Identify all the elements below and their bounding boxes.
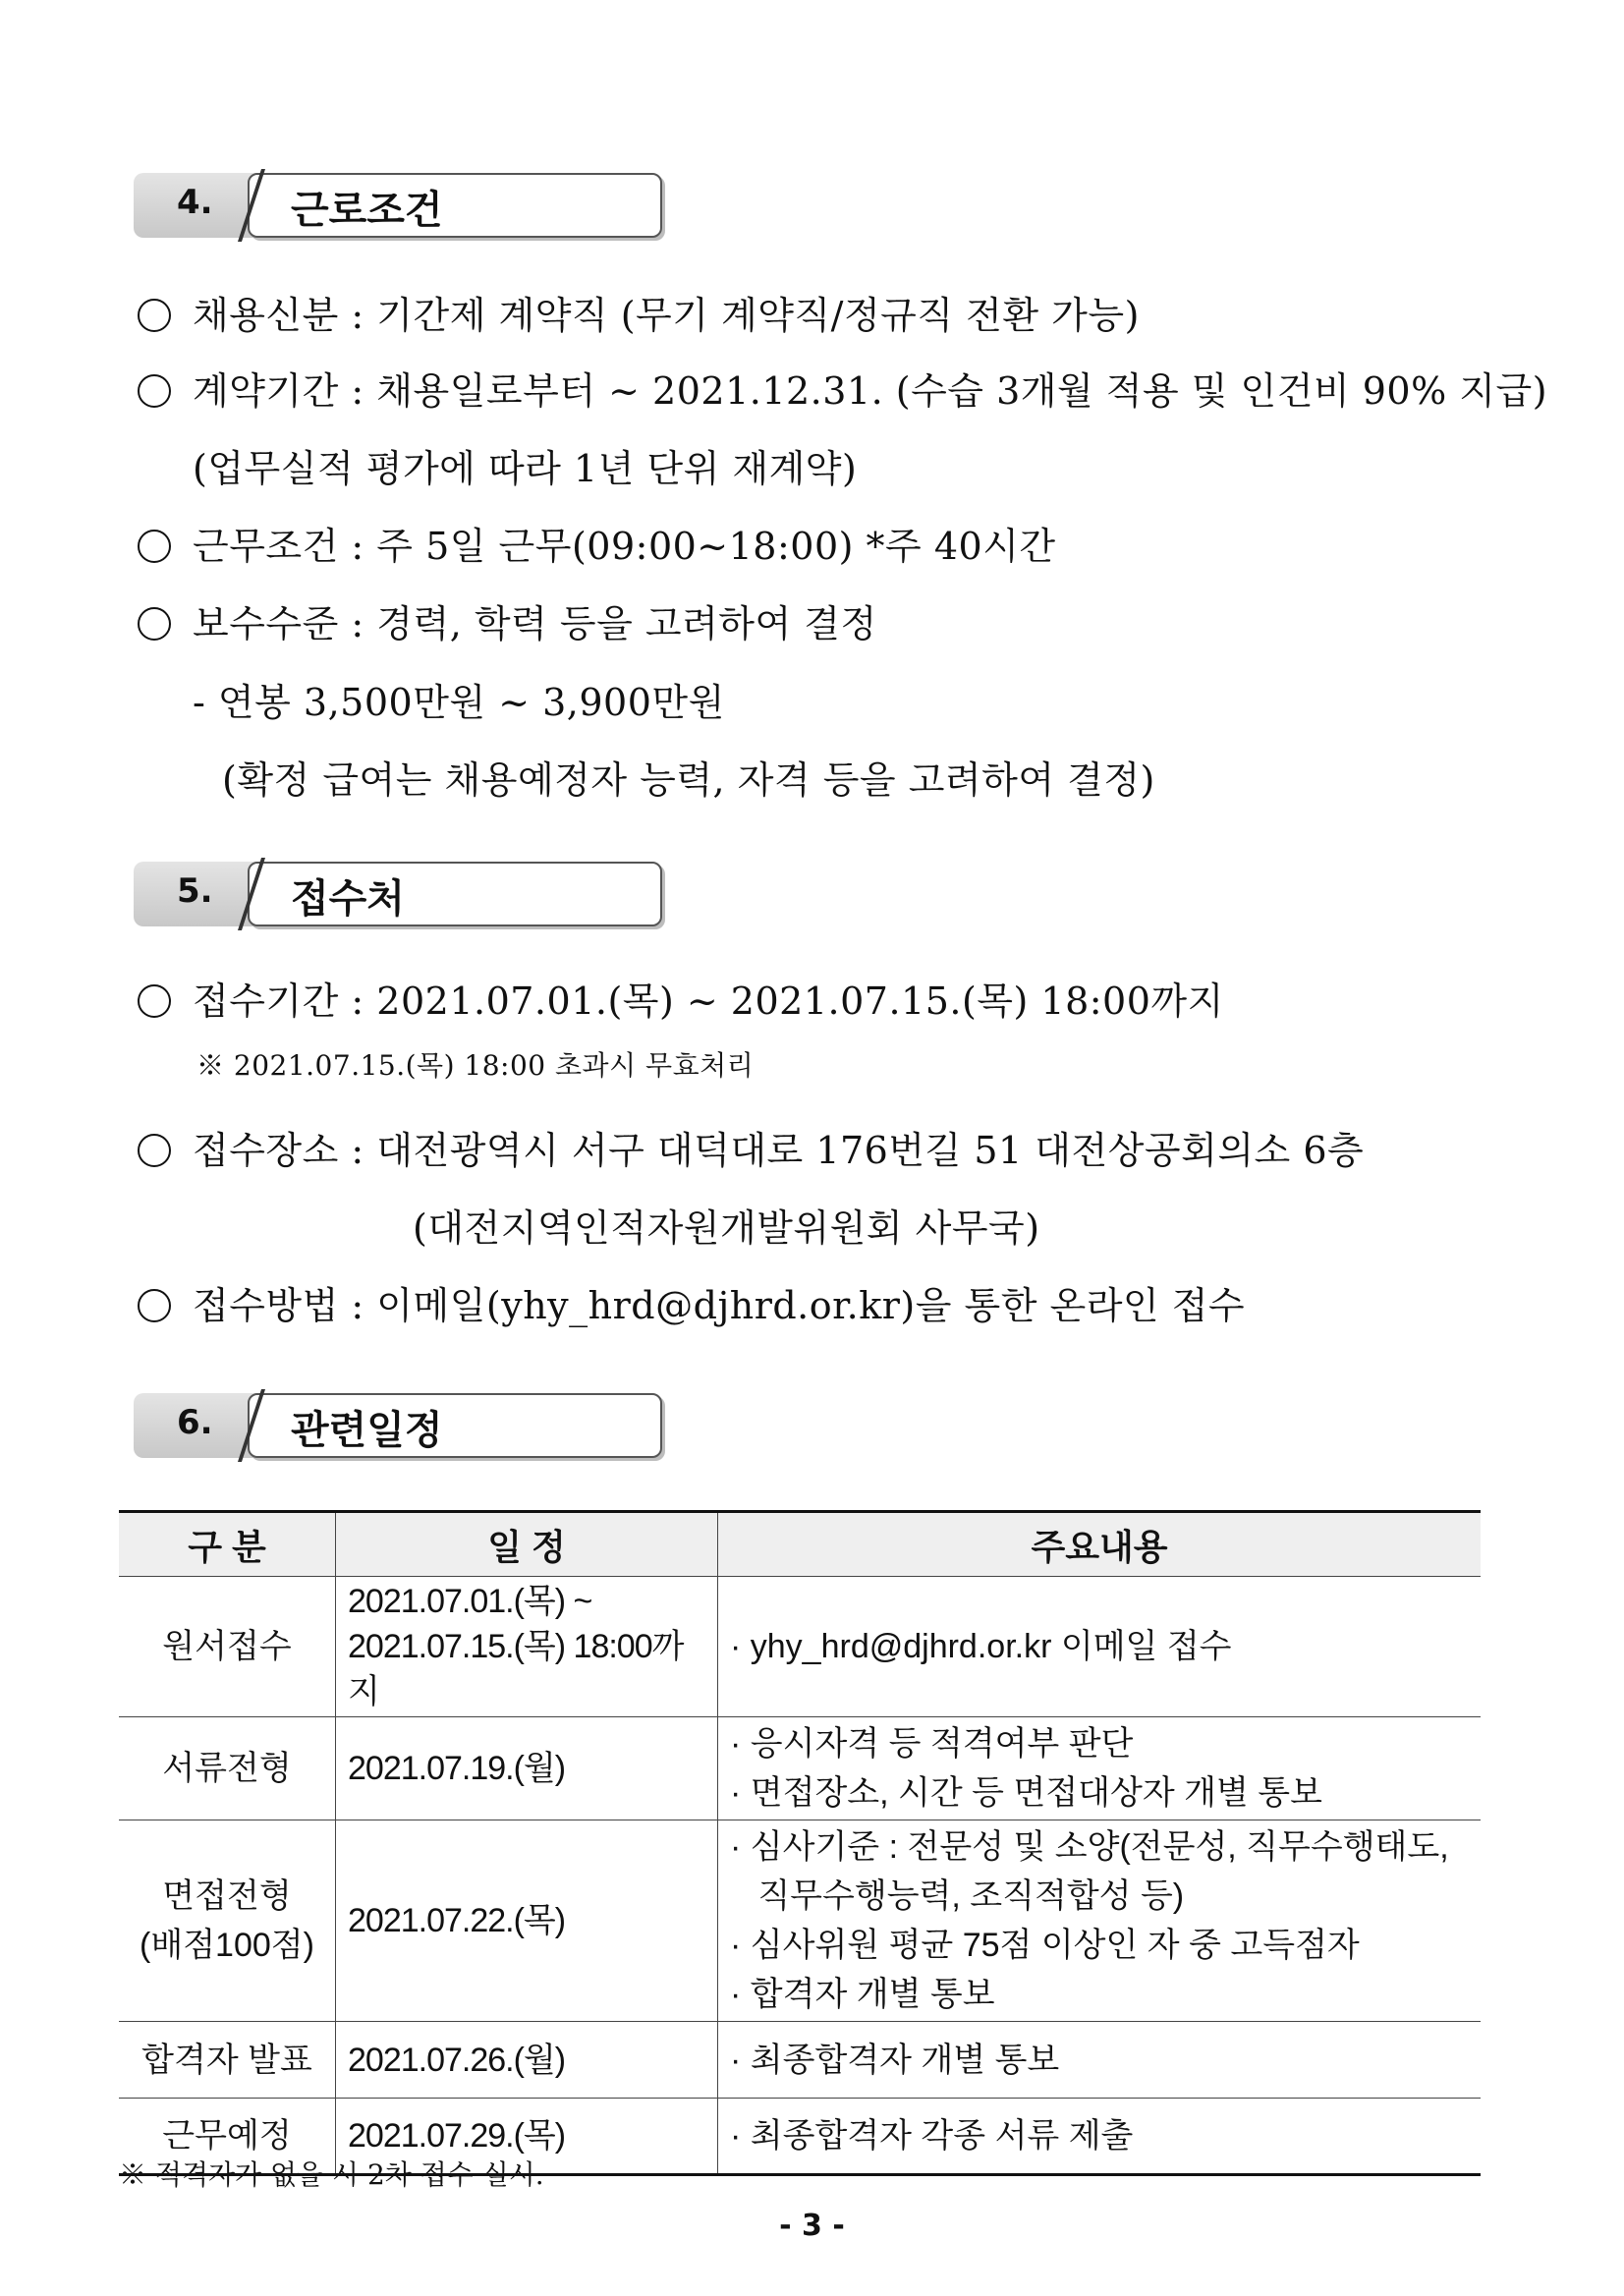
row-date: 2021.07.26.(월) [336, 2022, 718, 2099]
contract-period-line: 계약기간 : 채용일로부터 ~ 2021.12.31. (수습 3개월 적용 및 인건비 90% 지급) [138, 361, 1547, 415]
salary-note-line: (확정 급여는 채용예정자 능력, 자격 등을 고려하여 결정) [222, 758, 1155, 802]
row-content: · 응시자격 등 적격여부 판단 · 면접장소, 시간 등 면접대상자 개별 통보 [718, 1717, 1482, 1820]
row-content: · yhy_hrd@djhrd.or.kr 이메일 접수 [718, 1577, 1482, 1717]
work-status-line: 채용신분 : 기간제 계약직 (무기 계약직/정규직 전환 가능) [138, 285, 1140, 339]
reception-note: ※ 2021.07.15.(목) 18:00 초과시 무효처리 [196, 1049, 755, 1082]
circle-bullet-icon [138, 1289, 171, 1322]
section-header-4 [134, 173, 660, 238]
contract-renewal-note: (업무실적 평가에 따라 1년 단위 재계약) [193, 447, 858, 490]
row-date: 2021.07.19.(월) [336, 1717, 718, 1820]
circle-bullet-icon [138, 530, 171, 563]
table-row [119, 1577, 1481, 1717]
salary-line: 보수수준 : 경력, 학력 등을 고려하여 결정 [138, 593, 877, 647]
circle-bullet-icon [138, 607, 171, 641]
circle-bullet-icon [138, 299, 171, 332]
table-row [119, 1820, 1481, 2022]
column-header-category: 구 분 [119, 1512, 336, 1577]
reception-method-line: 접수방법 : 이메일(yhy_hrd@djhrd.or.kr)을 통한 온라인 접수 [138, 1275, 1245, 1329]
row-category: 서류전형 [119, 1717, 336, 1820]
section-number: 4. [177, 183, 213, 222]
table-row [119, 1717, 1481, 1820]
salary-range-line: - 연봉 3,500만원 ~ 3,900만원 [193, 681, 725, 724]
section-number: 5. [177, 871, 213, 911]
reception-place-sub: (대전지역인적자원개발위원회 사무국) [413, 1206, 1040, 1250]
row-content: · 최종합격자 개별 통보 [718, 2022, 1482, 2099]
section-title: 관련일정 [291, 1408, 443, 1453]
schedule-table [119, 1510, 1481, 2176]
schedule-footnote: ※ 적격자가 없을 시 2차 접수 실시. [119, 2158, 544, 2191]
row-category: 합격자 발표 [119, 2022, 336, 2099]
row-date: 2021.07.29.(목) [336, 2099, 718, 2175]
page-number: - 3 - [779, 2209, 845, 2243]
row-category: 근무예정 [119, 2099, 336, 2175]
row-date: 2021.07.01.(목) ~ 2021.07.15.(목) 18:00까지 [336, 1577, 718, 1717]
row-category: 면접전형 (배점100점) [119, 1820, 336, 2022]
reception-place-line: 접수장소 : 대전광역시 서구 대덕대로 176번길 51 대전상공회의소 6층 [138, 1120, 1364, 1174]
circle-bullet-icon [138, 374, 171, 408]
table-header-row [119, 1512, 1481, 1577]
circle-bullet-icon [138, 984, 171, 1018]
table-row [119, 2022, 1481, 2099]
row-date: 2021.07.22.(목) [336, 1820, 718, 2022]
column-header-date: 일 정 [336, 1512, 718, 1577]
section-header-5 [134, 862, 660, 926]
reception-period-line: 접수기간 : 2021.07.01.(목) ~ 2021.07.15.(목) 18:00까지 [138, 971, 1224, 1025]
row-category: 원서접수 [119, 1577, 336, 1717]
section-title: 근로조건 [291, 188, 443, 233]
circle-bullet-icon [138, 1134, 171, 1167]
column-header-content: 주요내용 [718, 1512, 1482, 1577]
row-content: · 심사기준 : 전문성 및 소양(전문성, 직무수행태도, 직무수행능력, 조직적합성 등) · 심사위원 평균 75점 이상인 자 중 고득점자 · 합격자 개별 통보 [718, 1820, 1482, 2022]
section-title: 접수처 [291, 876, 405, 922]
section-header-6 [134, 1393, 660, 1458]
work-hours-line: 근무조건 : 주 5일 근무(09:00~18:00) *주 40시간 [138, 516, 1056, 570]
row-content: · 최종합격자 각종 서류 제출 [718, 2099, 1482, 2175]
section-number: 6. [177, 1403, 213, 1442]
